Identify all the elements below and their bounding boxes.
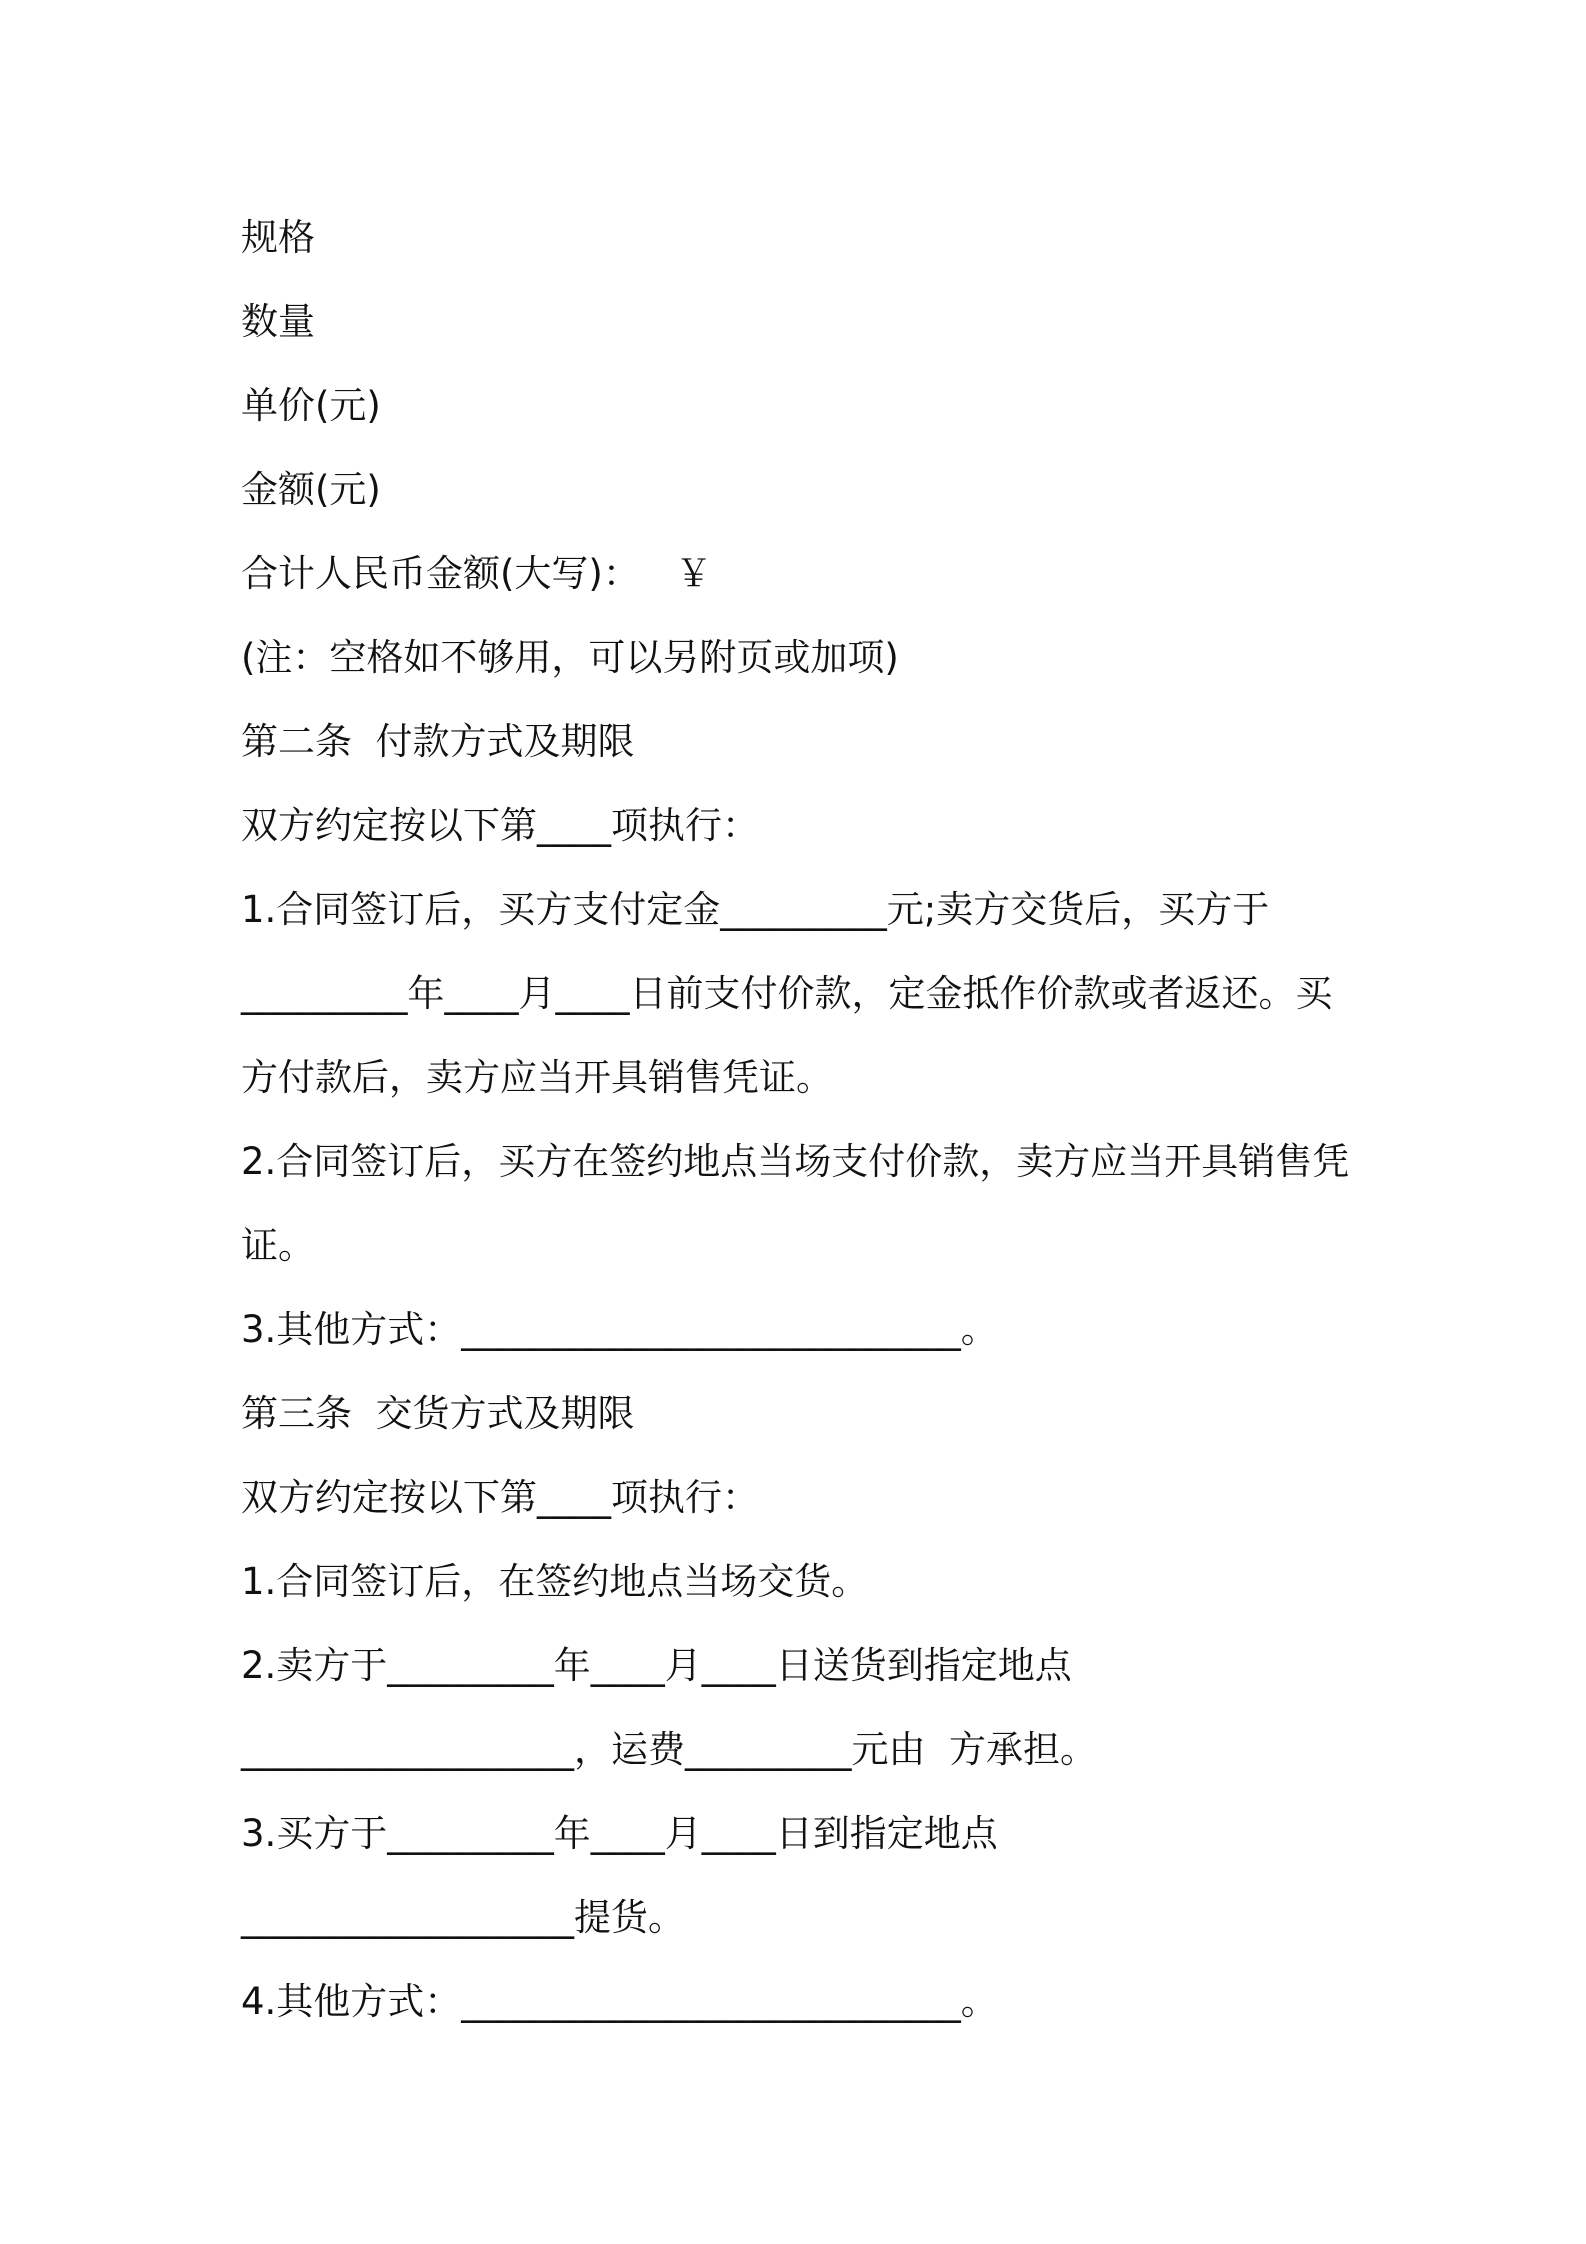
article-2-heading: 第二条 付款方式及期限 xyxy=(241,720,635,763)
item-quantity-label: 数量 xyxy=(241,300,315,343)
delivery-option-2-line-1: 2.卖方于_________年____月____日送货到指定地点 xyxy=(241,1644,1072,1687)
delivery-option-1: 1.合同签订后，在签约地点当场交货。 xyxy=(241,1560,869,1603)
total-amount-label: 合计人民币金额(大写)： ￥ xyxy=(241,552,713,595)
payment-option-2-line-1: 2.合同签订后，买方在签约地点当场支付价款，卖方应当开具销售凭 xyxy=(241,1140,1350,1183)
note-text: (注：空格如不够用，可以另附页或加项) xyxy=(241,636,899,679)
payment-option-3: 3.其他方式：___________________________。 xyxy=(241,1308,998,1351)
delivery-option-3-line-1: 3.买方于_________年____月____日到指定地点 xyxy=(241,1812,998,1855)
item-amount-label: 金额(元) xyxy=(241,468,381,511)
payment-option-1-line-2: _________年____月____日前支付价款，定金抵作价款或者返还。买 xyxy=(241,972,1333,1015)
document-body xyxy=(241,196,1371,2044)
delivery-option-3-line-2: __________________提货。 xyxy=(241,1896,685,1939)
article-3-heading: 第三条 交货方式及期限 xyxy=(241,1392,635,1435)
payment-option-1-line-3: 方付款后，卖方应当开具销售凭证。 xyxy=(241,1056,833,1099)
article-3-intro: 双方约定按以下第____项执行： xyxy=(241,1476,759,1519)
article-2-intro: 双方约定按以下第____项执行： xyxy=(241,804,759,847)
delivery-option-4: 4.其他方式：___________________________。 xyxy=(241,1980,998,2023)
delivery-option-2-line-2: __________________，运费_________元由 方承担。 xyxy=(241,1728,1098,1771)
payment-option-2-line-2: 证。 xyxy=(241,1224,315,1267)
item-spec-label: 规格 xyxy=(241,216,315,259)
payment-option-1-line-1: 1.合同签订后，买方支付定金_________元;卖方交货后，买方于 xyxy=(241,888,1270,931)
item-unit-price-label: 单价(元) xyxy=(241,384,381,427)
